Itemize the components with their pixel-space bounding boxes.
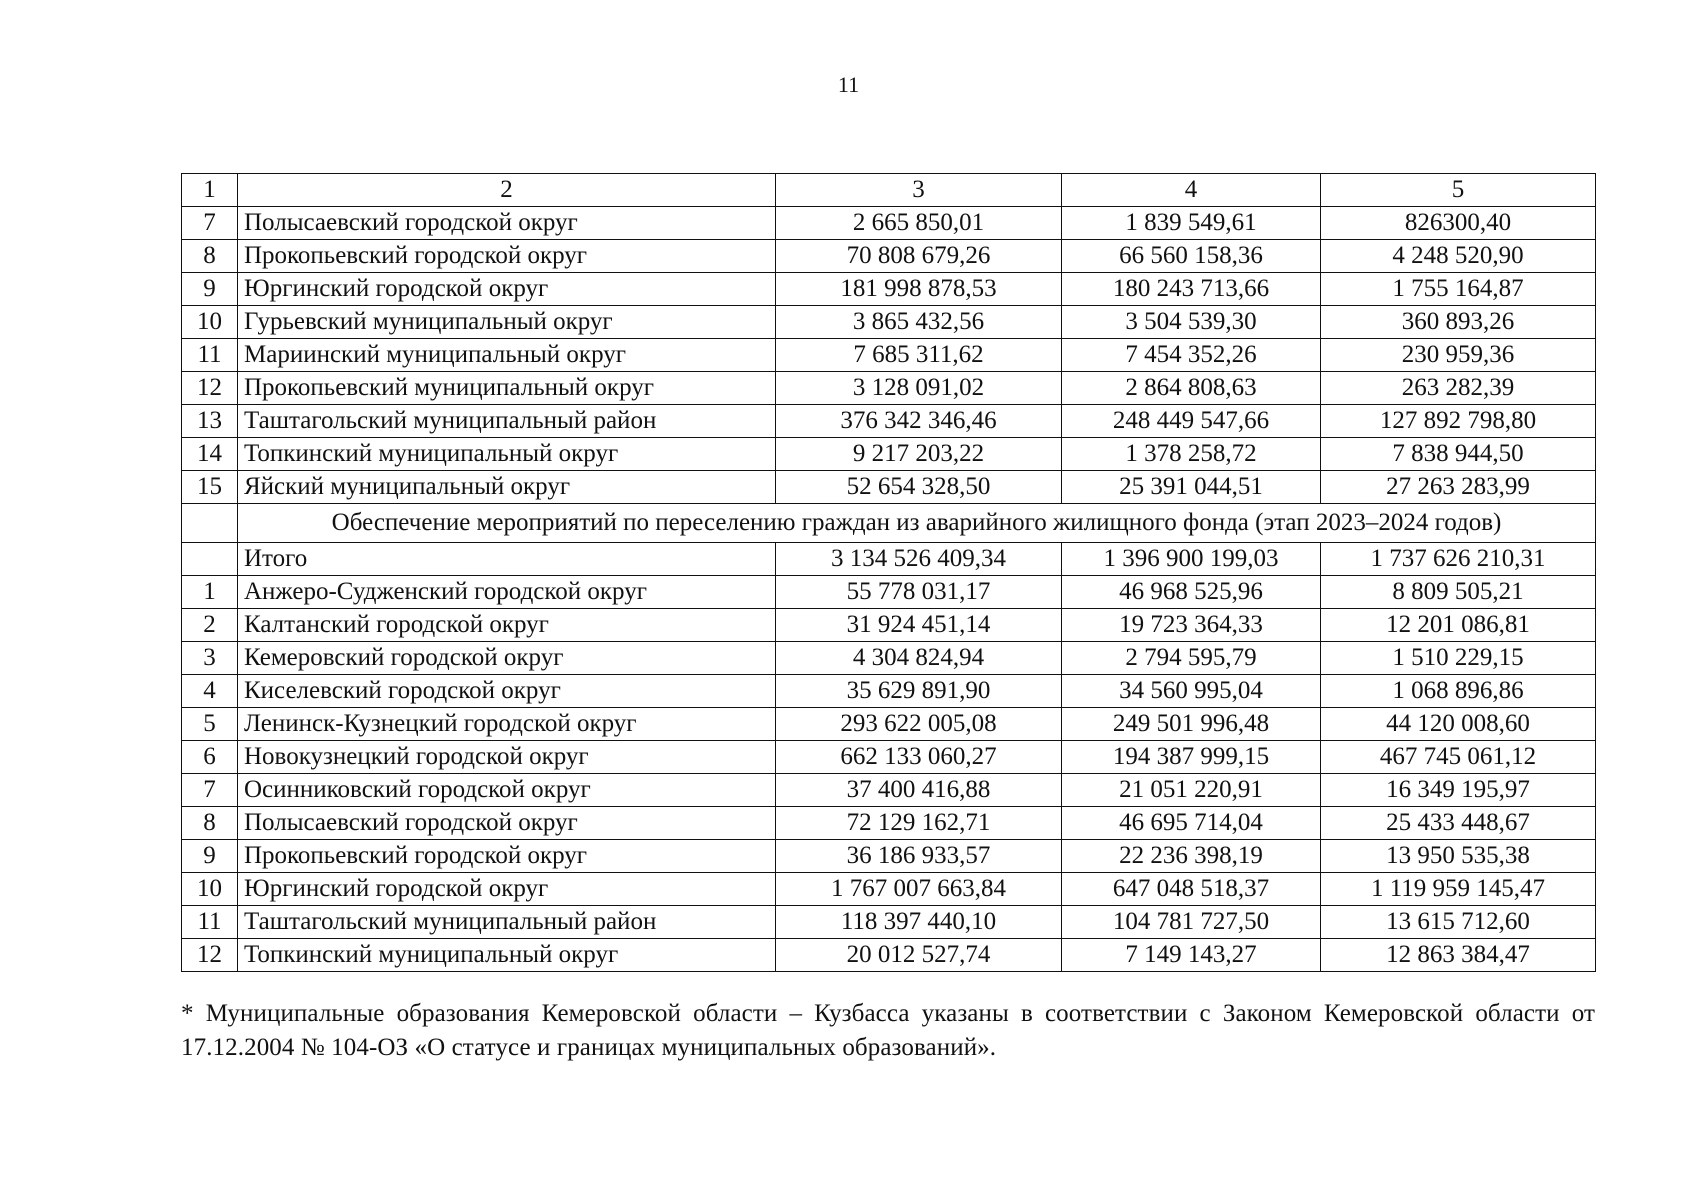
row-number-cell: 7	[182, 774, 238, 807]
value-col3-cell: 3 134 526 409,34	[776, 543, 1062, 576]
row-number-cell: 2	[182, 609, 238, 642]
municipality-name-cell: Гурьевский муниципальный округ	[238, 306, 776, 339]
row-number-cell: 13	[182, 405, 238, 438]
municipality-name-cell: Прокопьевский муниципальный округ	[238, 372, 776, 405]
value-col5-cell: 4 248 520,90	[1321, 240, 1596, 273]
value-col3-cell: 1 767 007 663,84	[776, 873, 1062, 906]
header-cell: 2	[238, 174, 776, 207]
value-col3-cell: 7 685 311,62	[776, 339, 1062, 372]
value-col5-cell: 44 120 008,60	[1321, 708, 1596, 741]
value-col4-cell: 46 695 714,04	[1062, 807, 1321, 840]
municipality-name-cell: Таштагольский муниципальный район	[238, 906, 776, 939]
value-col3-cell: 70 808 679,26	[776, 240, 1062, 273]
table-row	[182, 273, 1596, 306]
value-col5-cell: 1 755 164,87	[1321, 273, 1596, 306]
row-number-cell: 12	[182, 939, 238, 972]
header-cell: 4	[1062, 174, 1321, 207]
row-number-cell: 7	[182, 207, 238, 240]
value-col4-cell: 46 968 525,96	[1062, 576, 1321, 609]
page-number: 11	[837, 72, 860, 97]
row-number-cell: 10	[182, 873, 238, 906]
value-col3-cell: 35 629 891,90	[776, 675, 1062, 708]
value-col5-cell: 1 068 896,86	[1321, 675, 1596, 708]
municipality-name-cell: Яйский муниципальный округ	[238, 471, 776, 504]
row-number-cell: 11	[182, 906, 238, 939]
municipality-name-cell: Таштагольский муниципальный район	[238, 405, 776, 438]
value-col4-cell: 104 781 727,50	[1062, 906, 1321, 939]
value-col4-cell: 249 501 996,48	[1062, 708, 1321, 741]
value-col4-cell: 647 048 518,37	[1062, 873, 1321, 906]
municipality-name-cell: Прокопьевский городской округ	[238, 240, 776, 273]
header-cell: 1	[182, 174, 238, 207]
value-col4-cell: 7 454 352,26	[1062, 339, 1321, 372]
value-col4-cell: 1 839 549,61	[1062, 207, 1321, 240]
row-number-cell	[182, 543, 238, 576]
value-col5-cell: 127 892 798,80	[1321, 405, 1596, 438]
table-row	[182, 471, 1596, 504]
data-table	[181, 173, 1596, 972]
value-col5-cell: 467 745 061,12	[1321, 741, 1596, 774]
municipality-name-cell: Прокопьевский городской округ	[238, 840, 776, 873]
municipality-name-cell: Осинниковский городской округ	[238, 774, 776, 807]
table-row	[182, 240, 1596, 273]
table-row	[182, 840, 1596, 873]
table-row	[182, 642, 1596, 675]
table-row	[182, 576, 1596, 609]
value-col5-cell: 263 282,39	[1321, 372, 1596, 405]
section-row	[182, 504, 1596, 543]
value-col3-cell: 4 304 824,94	[776, 642, 1062, 675]
value-col5-cell: 826300,40	[1321, 207, 1596, 240]
municipality-name-cell: Юргинский городской округ	[238, 873, 776, 906]
municipality-name-cell: Мариинский муниципальный округ	[238, 339, 776, 372]
value-col4-cell: 34 560 995,04	[1062, 675, 1321, 708]
municipality-name-cell: Топкинский муниципальный округ	[238, 939, 776, 972]
value-col5-cell: 1 737 626 210,31	[1321, 543, 1596, 576]
municipality-name-cell: Ленинск-Кузнецкий городской округ	[238, 708, 776, 741]
value-col5-cell: 13 950 535,38	[1321, 840, 1596, 873]
municipality-name-cell: Кемеровский городской округ	[238, 642, 776, 675]
municipality-name-cell: Новокузнецкий городской округ	[238, 741, 776, 774]
table-row	[182, 339, 1596, 372]
value-col4-cell: 2 864 808,63	[1062, 372, 1321, 405]
value-col5-cell: 1 510 229,15	[1321, 642, 1596, 675]
value-col4-cell: 22 236 398,19	[1062, 840, 1321, 873]
value-col3-cell: 9 217 203,22	[776, 438, 1062, 471]
value-col4-cell: 180 243 713,66	[1062, 273, 1321, 306]
municipality-name-cell: Юргинский городской округ	[238, 273, 776, 306]
value-col4-cell: 66 560 158,36	[1062, 240, 1321, 273]
value-col5-cell: 7 838 944,50	[1321, 438, 1596, 471]
value-col5-cell: 12 201 086,81	[1321, 609, 1596, 642]
value-col3-cell: 36 186 933,57	[776, 840, 1062, 873]
table-row	[182, 675, 1596, 708]
municipality-name-cell: Киселевский городской округ	[238, 675, 776, 708]
table-row	[182, 372, 1596, 405]
municipality-name-cell: Итого	[238, 543, 776, 576]
value-col4-cell: 7 149 143,27	[1062, 939, 1321, 972]
header-cell: 3	[776, 174, 1062, 207]
row-number-cell: 12	[182, 372, 238, 405]
header-cell: 5	[1321, 174, 1596, 207]
value-col4-cell: 248 449 547,66	[1062, 405, 1321, 438]
value-col5-cell: 16 349 195,97	[1321, 774, 1596, 807]
section-title: Обеспечение мероприятий по переселению граждан из аварийного жилищного фонда (этап 2023–2024 годов)	[238, 504, 1596, 543]
row-number-cell: 8	[182, 807, 238, 840]
row-number-cell: 5	[182, 708, 238, 741]
row-number-cell: 9	[182, 840, 238, 873]
table-row	[182, 873, 1596, 906]
table-row	[182, 741, 1596, 774]
table-row	[182, 438, 1596, 471]
value-col4-cell: 25 391 044,51	[1062, 471, 1321, 504]
value-col3-cell: 52 654 328,50	[776, 471, 1062, 504]
value-col3-cell: 55 778 031,17	[776, 576, 1062, 609]
value-col5-cell: 12 863 384,47	[1321, 939, 1596, 972]
row-number-cell: 1	[182, 576, 238, 609]
row-number-cell: 4	[182, 675, 238, 708]
row-number-cell: 6	[182, 741, 238, 774]
row-number-cell: 14	[182, 438, 238, 471]
table-header-row	[182, 174, 1596, 207]
value-col3-cell: 118 397 440,10	[776, 906, 1062, 939]
value-col4-cell: 1 378 258,72	[1062, 438, 1321, 471]
row-number-cell: 9	[182, 273, 238, 306]
row-number-cell: 10	[182, 306, 238, 339]
value-col4-cell: 3 504 539,30	[1062, 306, 1321, 339]
value-col4-cell: 194 387 999,15	[1062, 741, 1321, 774]
municipality-name-cell: Анжеро-Судженский городской округ	[238, 576, 776, 609]
value-col5-cell: 13 615 712,60	[1321, 906, 1596, 939]
value-col4-cell: 21 051 220,91	[1062, 774, 1321, 807]
value-col3-cell: 3 865 432,56	[776, 306, 1062, 339]
value-col3-cell: 31 924 451,14	[776, 609, 1062, 642]
value-col5-cell: 360 893,26	[1321, 306, 1596, 339]
table-row	[182, 807, 1596, 840]
table-row	[182, 906, 1596, 939]
footnote: * Муниципальные образования Кемеровской области – Кузбасса указаны в соответствии с Законом Кемеровской области от 17.12.2004 № 104-ОЗ «О статусе и границах муниципальных образований».	[181, 1000, 1595, 1061]
value-col5-cell: 1 119 959 145,47	[1321, 873, 1596, 906]
table-row	[182, 405, 1596, 438]
row-number-cell: 15	[182, 471, 238, 504]
municipality-name-cell: Полысаевский городской округ	[238, 807, 776, 840]
municipality-name-cell: Калтанский городской округ	[238, 609, 776, 642]
value-col3-cell: 2 665 850,01	[776, 207, 1062, 240]
total-row	[182, 543, 1596, 576]
table-row	[182, 939, 1596, 972]
value-col4-cell: 1 396 900 199,03	[1062, 543, 1321, 576]
value-col3-cell: 376 342 346,46	[776, 405, 1062, 438]
row-number-cell: 11	[182, 339, 238, 372]
value-col4-cell: 19 723 364,33	[1062, 609, 1321, 642]
value-col3-cell: 3 128 091,02	[776, 372, 1062, 405]
table-row	[182, 207, 1596, 240]
value-col3-cell: 662 133 060,27	[776, 741, 1062, 774]
value-col5-cell: 27 263 283,99	[1321, 471, 1596, 504]
value-col3-cell: 181 998 878,53	[776, 273, 1062, 306]
table-row	[182, 306, 1596, 339]
municipality-name-cell: Топкинский муниципальный округ	[238, 438, 776, 471]
value-col4-cell: 2 794 595,79	[1062, 642, 1321, 675]
table-row	[182, 774, 1596, 807]
value-col3-cell: 37 400 416,88	[776, 774, 1062, 807]
value-col5-cell: 25 433 448,67	[1321, 807, 1596, 840]
value-col3-cell: 72 129 162,71	[776, 807, 1062, 840]
empty-cell	[182, 504, 238, 543]
municipality-name-cell: Полысаевский городской округ	[238, 207, 776, 240]
row-number-cell: 8	[182, 240, 238, 273]
value-col5-cell: 230 959,36	[1321, 339, 1596, 372]
value-col5-cell: 8 809 505,21	[1321, 576, 1596, 609]
value-col3-cell: 20 012 527,74	[776, 939, 1062, 972]
value-col3-cell: 293 622 005,08	[776, 708, 1062, 741]
row-number-cell: 3	[182, 642, 238, 675]
table-row	[182, 609, 1596, 642]
table-row	[182, 708, 1596, 741]
